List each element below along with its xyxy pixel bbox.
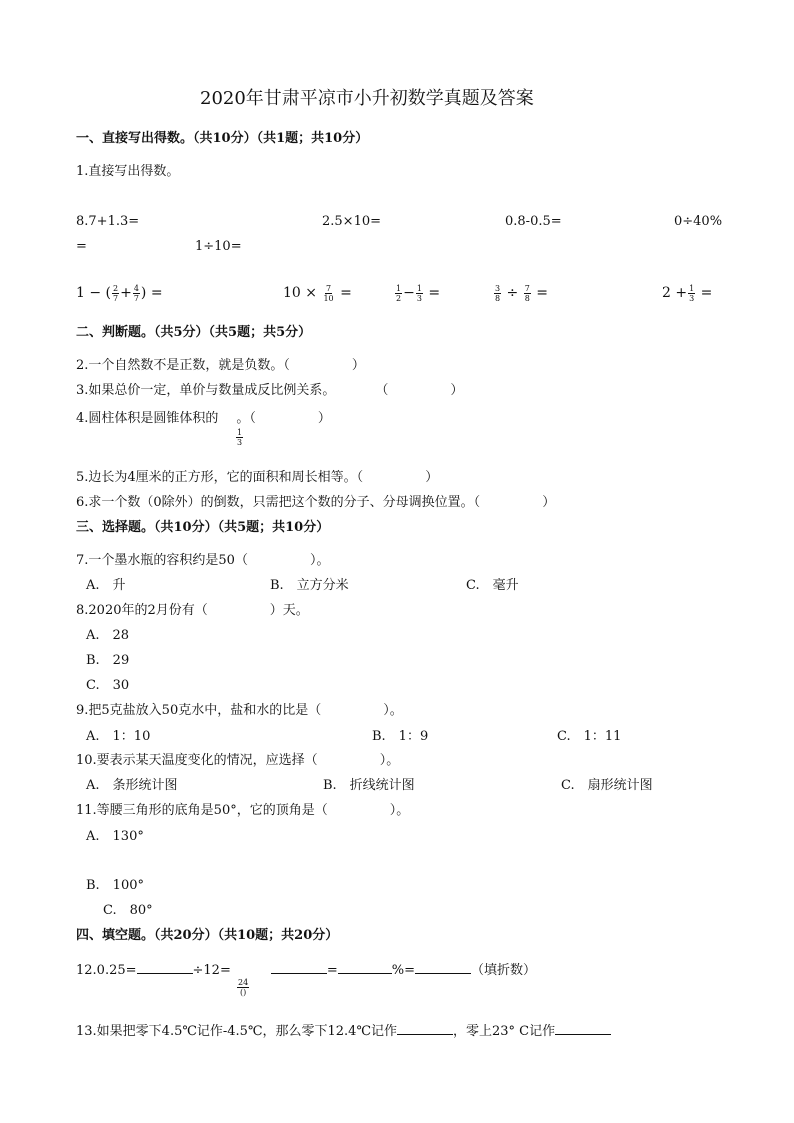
section-heading-2: 二、判断题。（共5分）（共5题；共5分） xyxy=(76,325,312,340)
fraction: $\frac{24}{()}$ xyxy=(238,978,249,997)
q7-option-c[interactable]: C. 毫升 xyxy=(466,578,519,593)
q1-item-5: 1÷10= xyxy=(195,239,242,254)
question-3: 3.如果总价一定，单价与数量成反比例关系。 （ ） xyxy=(76,383,464,398)
q11-option-a[interactable]: A. 130° xyxy=(86,829,144,844)
question-13: 13.如果把零下4.5℃记作-4.5℃，那么零下12.4℃记作 ，零上23° C记作 xyxy=(76,1024,611,1040)
q1-item-2: 2.5×10= xyxy=(322,214,382,229)
question-1-stem: 1.直接写出得数。 xyxy=(76,164,180,179)
fraction: $\frac{1}{3}$ xyxy=(416,283,422,303)
question-12-fraction xyxy=(236,978,250,997)
section-heading-4: 四、填空题。（共20分）（共10题；共20分） xyxy=(76,928,339,943)
question-6: 6.求一个数（0除外）的倒数，只需把这个数的分子、分母调换位置。（ ） xyxy=(76,495,556,510)
q11-option-b[interactable]: B. 100° xyxy=(86,878,144,893)
q1-item-4-equals: = xyxy=(76,239,87,254)
q1-item-6 xyxy=(76,282,163,304)
answer-blank[interactable] xyxy=(271,973,327,974)
q9-option-a[interactable]: A. 1：10 xyxy=(86,729,151,744)
q1-item-9: $\frac{3}{8}$ ÷ $\frac{7}{8}$ = xyxy=(495,283,549,303)
q8-option-a[interactable]: A. 28 xyxy=(86,628,130,643)
question-5: 5.边长为4厘米的正方形，它的面积和周长相等。（ ） xyxy=(76,470,439,485)
fraction: $\frac{2}{7}$ xyxy=(113,283,119,303)
section-heading-1: 一、直接写出得数。（共10分）（共1题；共10分） xyxy=(76,131,369,146)
fraction: $\frac{7}{10}$ xyxy=(323,283,334,303)
fraction: $\frac{1}{2}$ xyxy=(396,283,402,303)
fraction: $\frac{1}{3}$ xyxy=(689,283,695,303)
question-2: 2.一个自然数不是正数，就是负数。（ ） xyxy=(76,358,365,373)
fraction: $\frac{7}{8}$ xyxy=(524,283,530,303)
q8-option-b[interactable]: B. 29 xyxy=(86,653,130,668)
q1-item-7: 10 × $\frac{7}{10}$ = xyxy=(283,283,352,303)
question-12: 12.0.25= ÷12= = %= （填折数） xyxy=(76,963,537,978)
section-heading-3: 三、选择题。（共10分）（共5题；共10分） xyxy=(76,520,330,535)
q11-option-c[interactable]: C. 80° xyxy=(103,903,153,918)
q1-item-4: 0÷40% xyxy=(674,214,723,229)
q9-option-b[interactable]: B. 1：9 xyxy=(372,729,429,744)
q1-item-3: 0.8-0.5= xyxy=(505,214,562,229)
answer-blank[interactable] xyxy=(555,1034,611,1035)
expr-text: + xyxy=(120,285,132,301)
q1-item-1: 8.7+1.3= xyxy=(76,214,140,229)
question-9: 9.把5克盐放入50克水中，盐和水的比是（ ）。 xyxy=(76,703,403,718)
fraction: $\frac{1}{3}$ xyxy=(237,428,243,447)
answer-blank[interactable] xyxy=(415,973,471,974)
question-8: 8.2020年的2月份有（ ）天。 xyxy=(76,603,309,618)
answer-blank[interactable] xyxy=(137,973,193,974)
q9-option-c[interactable]: C. 1：11 xyxy=(557,729,622,744)
q7-option-b[interactable]: B. 立方分米 xyxy=(270,578,349,593)
q1-item-10: 2 + $\frac{1}{3}$ = xyxy=(662,283,713,303)
q8-option-c[interactable]: C. 30 xyxy=(86,678,130,693)
question-11: 11.等腰三角形的底角是50°，它的顶角是（ ）。 xyxy=(76,803,410,818)
q7-option-a[interactable]: A. 升 xyxy=(86,578,126,593)
answer-blank[interactable] xyxy=(338,973,392,974)
fraction: $\frac{4}{7}$ xyxy=(133,283,139,303)
question-4: 4.圆柱体积是圆锥体积的 。（ ） xyxy=(76,411,331,426)
page-title: 2020年甘肃平凉市小升初数学真题及答案 xyxy=(200,88,534,109)
question-10: 10.要表示某天温度变化的情况，应选择（ ）。 xyxy=(76,753,400,768)
expr-text: 1 − ( xyxy=(76,285,111,301)
q10-option-a[interactable]: A. 条形统计图 xyxy=(86,778,178,793)
answer-blank[interactable] xyxy=(397,1034,453,1035)
q1-item-8: $\frac{1}{2}$ − $\frac{1}{3}$ = xyxy=(396,283,441,303)
q10-option-b[interactable]: B. 折线统计图 xyxy=(323,778,415,793)
q10-option-c[interactable]: C. 扇形统计图 xyxy=(561,778,653,793)
question-4-fraction xyxy=(235,428,244,447)
expr-text: ) = xyxy=(140,285,163,301)
fraction: $\frac{3}{8}$ xyxy=(495,283,501,303)
question-7: 7.一个墨水瓶的容积约是50（ ）。 xyxy=(76,553,330,568)
